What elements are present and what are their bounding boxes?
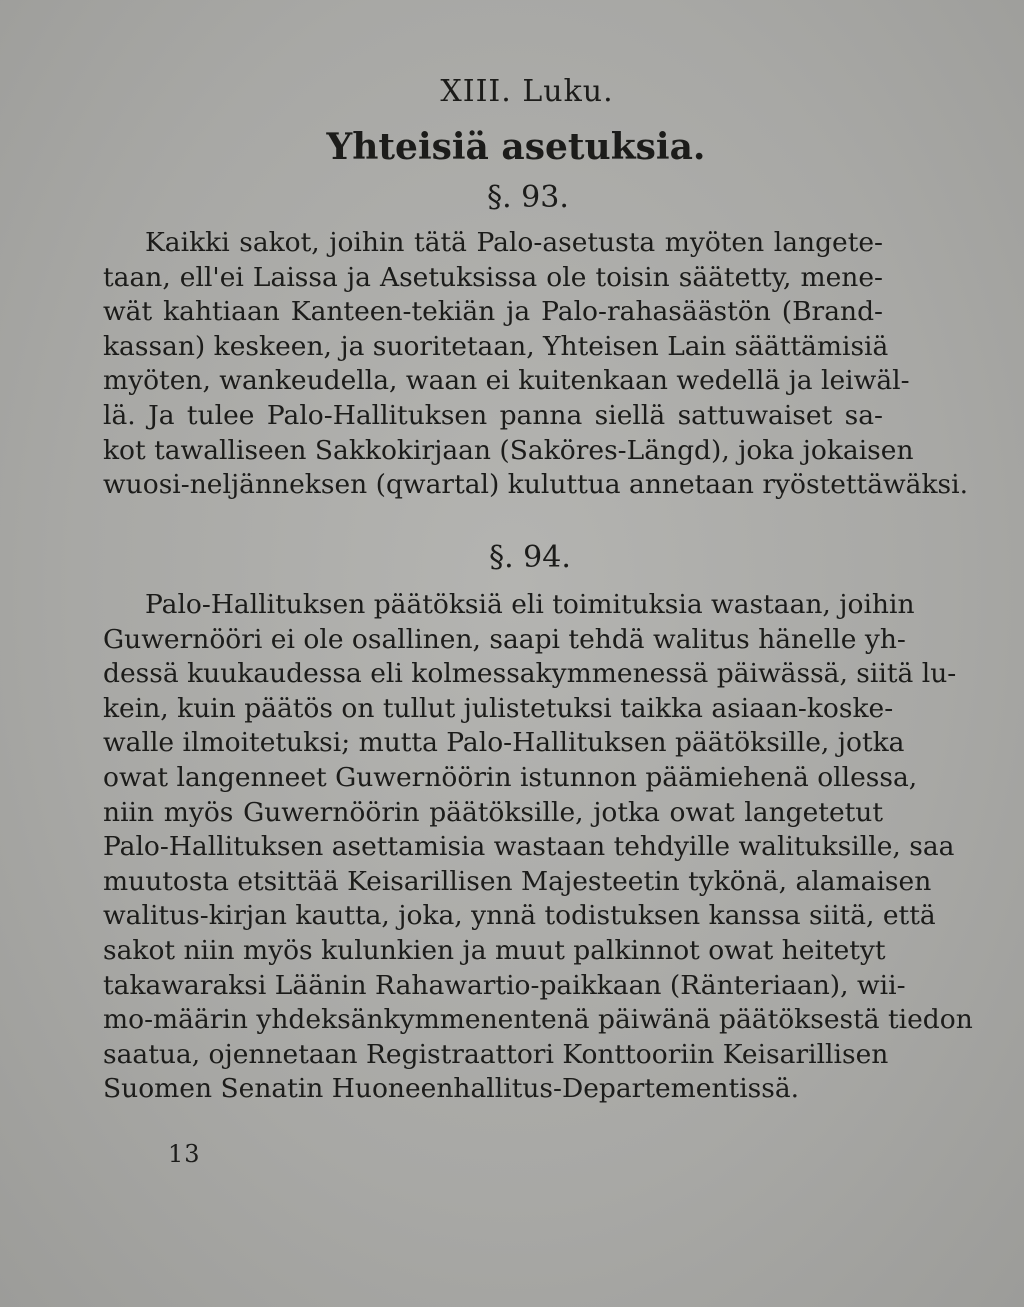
chapter-heading: XIII. Luku. xyxy=(440,74,614,109)
paragraph-line: owat langenneet Guwernöörin istunnon päämiehenä ollessa, xyxy=(103,761,918,793)
paragraph-line: Suomen Senatin Huoneenhallitus-Departementissä. xyxy=(103,1073,800,1105)
section-93-heading: §. 93. xyxy=(487,180,569,215)
paragraph-line: takawaraksi Läänin Rahawartio-paikkaan (Ränteriaan), wii- xyxy=(103,969,906,1001)
paragraph-line: kassan) keskeen, ja suoritetaan, Yhteisen Lain säättämisiä xyxy=(103,330,889,362)
paragraph-line: dessä kuukaudessa eli kolmessakymmenessä päiwässä, siitä lu- xyxy=(103,658,957,690)
paragraph-line: lä. Ja tulee Palo-Hallituksen panna siellä sattuwaiset sa- xyxy=(103,399,883,431)
paragraph-line: Palo-Hallituksen asettamisia wastaan tehdyille walituksille, saa xyxy=(103,831,955,863)
paragraph-line: Guwernööri ei ole osallinen, saapi tehdä walitus hänelle yh- xyxy=(103,623,906,655)
paragraph-line: wuosi-neljänneksen (qwartal) kuluttua annetaan ryöstettäwäksi. xyxy=(103,469,969,501)
section-94-paragraph xyxy=(103,588,973,1107)
paragraph-line: taan, ell'ei Laissa ja Asetuksissa ole toisin säätetty, mene- xyxy=(103,261,883,293)
section-94-heading: §. 94. xyxy=(489,540,571,575)
paragraph-line: niin myös Guwernöörin päätöksille, jotka owat langetetut xyxy=(103,796,883,828)
paragraph-line: sakot niin myös kulunkien ja muut palkinnot owat heitetyt xyxy=(103,934,886,966)
paragraph-line: wät kahtiaan Kanteen-tekiän ja Palo-rahasäästön (Brand- xyxy=(103,296,883,328)
paragraph-line: muutosta etsittää Keisarillisen Majesteetin tykönä, alamaisen xyxy=(103,865,932,897)
paragraph-line: walitus-kirjan kautta, joka, ynnä todistuksen kanssa siitä, että xyxy=(103,900,936,932)
paragraph-line: Palo-Hallituksen päätöksiä eli toimituksia wastaan, joihin xyxy=(145,589,915,620)
section-93-paragraph xyxy=(103,226,969,503)
paragraph-line: myöten, wankeudella, waan ei kuitenkaan wedellä ja leiwäl- xyxy=(103,365,910,397)
paragraph-line: kot tawalliseen Sakkokirjaan (Saköres-Längd), joka jokaisen xyxy=(103,434,914,466)
paragraph-line: walle ilmoitetuksi; mutta Palo-Hallituksen päätöksille, jotka xyxy=(103,727,905,759)
signature-mark: 13 xyxy=(168,1140,201,1168)
paragraph-line: Kaikki sakot, joihin tätä Palo-asetusta myöten langete- xyxy=(145,227,883,258)
paragraph-line: mo-määrin yhdeksänkymmenentenä päiwänä päätöksestä tiedon xyxy=(103,1004,973,1036)
chapter-title: Yhteisiä asetuksia. xyxy=(326,126,706,168)
paragraph-line: saatua, ojennetaan Registraattori Konttooriin Keisarillisen xyxy=(103,1038,889,1070)
paragraph-line: kein, kuin päätös on tullut julistetuksi taikka asiaan-koske- xyxy=(103,692,894,724)
